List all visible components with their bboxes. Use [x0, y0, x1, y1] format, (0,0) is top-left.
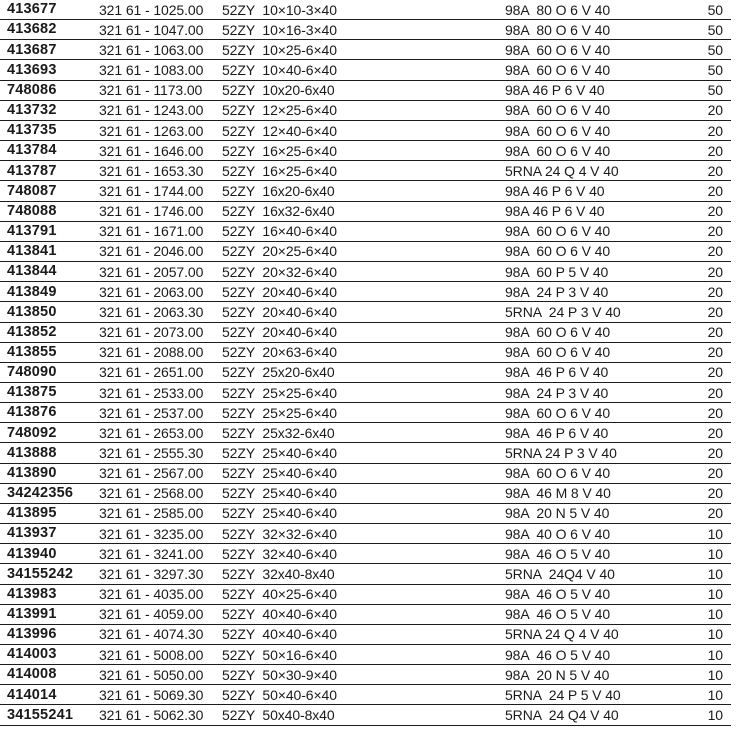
spec-cell: 98A 46 P 6 V 40: [505, 182, 605, 199]
type-size-cell: 52ZY 10×16-3×40: [222, 21, 337, 38]
part-number-cell: 414003: [7, 646, 57, 663]
table-row: [0, 685, 731, 705]
order-code-cell: 321 61 - 1083.00: [99, 62, 204, 79]
spec-cell: 98A 46 O 5 V 40: [505, 586, 611, 603]
order-code-cell: 321 61 - 2533.00: [99, 384, 204, 401]
table-row: [0, 504, 731, 524]
table-row: [0, 343, 731, 363]
spec-cell: 98A 40 O 6 V 40: [505, 525, 611, 542]
order-code-cell: 321 61 - 1173.00: [99, 82, 203, 99]
type-size-cell: 52ZY 16×25-6×40: [222, 142, 337, 159]
table-row: [0, 363, 731, 383]
pack-quantity-cell: 50: [707, 1, 723, 18]
order-code-cell: 321 61 - 1653.30: [99, 162, 204, 179]
spec-cell: 98A 60 O 6 V 40: [505, 223, 611, 240]
part-number-cell: 413991: [7, 606, 57, 623]
pack-quantity-cell: 20: [707, 505, 723, 522]
spec-cell: 98A 80 O 6 V 40: [505, 21, 611, 38]
table-row: [0, 0, 731, 20]
pack-quantity-cell: 10: [707, 545, 723, 562]
order-code-cell: 321 61 - 2073.00: [99, 324, 204, 341]
order-code-cell: 321 61 - 2046.00: [99, 243, 204, 260]
table-row: [0, 181, 731, 201]
pack-quantity-cell: 10: [707, 646, 723, 663]
part-number-cell: 413895: [7, 505, 57, 522]
type-size-cell: 52ZY 16x20-6x40: [222, 182, 335, 199]
part-number-cell: 748090: [7, 364, 57, 381]
pack-quantity-cell: 20: [707, 445, 723, 462]
part-number-cell: 413937: [7, 525, 57, 542]
table-row: [0, 20, 731, 40]
type-size-cell: 52ZY 16x32-6x40: [222, 203, 335, 220]
type-size-cell: 52ZY 10×10-3×40: [222, 1, 337, 18]
pack-quantity-cell: 20: [707, 182, 723, 199]
part-number-cell: 34155241: [7, 706, 74, 723]
table-row: [0, 423, 731, 443]
part-number-cell: 413787: [7, 162, 57, 179]
type-size-cell: 52ZY 16×25-6×40: [222, 162, 337, 179]
pack-quantity-cell: 20: [707, 102, 723, 119]
pack-quantity-cell: 20: [707, 324, 723, 341]
part-number-cell: 34155242: [7, 565, 74, 582]
table-row: [0, 625, 731, 645]
type-size-cell: 52ZY 40×25-6×40: [222, 586, 337, 603]
type-size-cell: 52ZY 32×32-6×40: [222, 525, 337, 542]
type-size-cell: 52ZY 32×40-6×40: [222, 545, 337, 562]
type-size-cell: 52ZY 32x40-8x40: [222, 565, 335, 582]
table-row: [0, 645, 731, 665]
spec-cell: 98A 20 N 5 V 40: [505, 505, 610, 522]
pack-quantity-cell: 20: [707, 203, 723, 220]
pack-quantity-cell: 20: [707, 263, 723, 280]
spec-cell: 5RNA 24 Q 4 V 40: [505, 162, 619, 179]
pack-quantity-cell: 10: [707, 525, 723, 542]
order-code-cell: 321 61 - 4059.00: [99, 606, 204, 623]
spec-cell: 98A 60 O 6 V 40: [505, 465, 611, 482]
spec-cell: 98A 46 P 6 V 40: [505, 82, 605, 99]
type-size-cell: 52ZY 12×40-6×40: [222, 122, 337, 139]
table-row: [0, 262, 731, 282]
pack-quantity-cell: 20: [707, 162, 723, 179]
type-size-cell: 52ZY 40×40-6×40: [222, 606, 337, 623]
type-size-cell: 52ZY 20×25-6×40: [222, 243, 337, 260]
spec-cell: 98A 60 P 5 V 40: [505, 263, 609, 280]
part-number-cell: 748088: [7, 202, 57, 219]
order-code-cell: 321 61 - 1243.00: [99, 102, 204, 119]
spec-cell: 98A 60 O 6 V 40: [505, 102, 611, 119]
pack-quantity-cell: 20: [707, 283, 723, 300]
table-row: [0, 524, 731, 544]
part-number-cell: 413852: [7, 323, 57, 340]
order-code-cell: 321 61 - 2567.00: [99, 465, 204, 482]
order-code-cell: 321 61 - 2651.00: [99, 364, 204, 381]
order-code-cell: 321 61 - 1646.00: [99, 142, 204, 159]
order-code-cell: 321 61 - 3297.30: [99, 565, 204, 582]
type-size-cell: 52ZY 50×30-9×40: [222, 666, 337, 683]
part-number-cell: 413735: [7, 122, 57, 139]
type-size-cell: 52ZY 20×32-6×40: [222, 263, 337, 280]
order-code-cell: 321 61 - 3241.00: [99, 545, 204, 562]
spec-cell: 98A 46 P 6 V 40: [505, 364, 609, 381]
spec-cell: 98A 46 O 5 V 40: [505, 606, 611, 623]
table-row: [0, 161, 731, 181]
part-number-cell: 413849: [7, 283, 57, 300]
pack-quantity-cell: 20: [707, 465, 723, 482]
spec-cell: 98A 80 O 6 V 40: [505, 1, 611, 18]
part-number-cell: 748086: [7, 81, 57, 98]
table-row: [0, 202, 731, 222]
pack-quantity-cell: 10: [707, 666, 723, 683]
order-code-cell: 321 61 - 1063.00: [99, 41, 204, 58]
spec-cell: 98A 46 M 8 V 40: [505, 485, 611, 502]
table-row: [0, 585, 731, 605]
type-size-cell: 52ZY 25x20-6x40: [222, 364, 335, 381]
pack-quantity-cell: 10: [707, 586, 723, 603]
table-row: [0, 484, 731, 504]
pack-quantity-cell: 20: [707, 424, 723, 441]
part-number-cell: 413687: [7, 41, 57, 58]
type-size-cell: 52ZY 25×40-6×40: [222, 505, 337, 522]
part-number-cell: 748087: [7, 182, 57, 199]
part-number-cell: 413996: [7, 626, 57, 643]
spec-cell: 98A 60 O 6 V 40: [505, 344, 611, 361]
type-size-cell: 52ZY 10×25-6×40: [222, 41, 337, 58]
spec-cell: 5RNA 24 P 5 V 40: [505, 686, 621, 703]
type-size-cell: 52ZY 25x32-6x40: [222, 424, 335, 441]
table-row: [0, 443, 731, 463]
table-row: [0, 141, 731, 161]
type-size-cell: 52ZY 25×25-6×40: [222, 384, 337, 401]
pack-quantity-cell: 20: [707, 384, 723, 401]
spec-cell: 5RNA 24Q4 V 40: [505, 565, 615, 582]
part-number-cell: 413888: [7, 444, 57, 461]
table-row: [0, 544, 731, 564]
pack-quantity-cell: 10: [707, 626, 723, 643]
type-size-cell: 52ZY 25×40-6×40: [222, 465, 337, 482]
type-size-cell: 52ZY 12×25-6×40: [222, 102, 337, 119]
part-number-cell: 413841: [7, 243, 57, 260]
pack-quantity-cell: 20: [707, 223, 723, 240]
table-row: [0, 282, 731, 302]
table-row: [0, 665, 731, 685]
spec-cell: 98A 60 O 6 V 40: [505, 243, 611, 260]
table-row: [0, 464, 731, 484]
spec-cell: 98A 60 O 6 V 40: [505, 122, 611, 139]
table-row: [0, 383, 731, 403]
table-row: [0, 40, 731, 60]
order-code-cell: 321 61 - 1263.00: [99, 122, 204, 139]
type-size-cell: 52ZY 20×40-6×40: [222, 303, 337, 320]
table-row: [0, 302, 731, 322]
type-size-cell: 52ZY 16×40-6×40: [222, 223, 337, 240]
spec-cell: 5RNA 24 P 3 V 40: [505, 445, 617, 462]
spec-cell: 5RNA 24 Q 4 V 40: [505, 626, 619, 643]
order-code-cell: 321 61 - 2568.00: [99, 485, 204, 502]
spec-cell: 98A 60 O 6 V 40: [505, 324, 611, 341]
part-number-cell: 413876: [7, 404, 57, 421]
order-code-cell: 321 61 - 4074.30: [99, 626, 204, 643]
table-row: [0, 222, 731, 242]
part-number-cell: 413732: [7, 102, 57, 119]
type-size-cell: 52ZY 25×25-6×40: [222, 404, 337, 421]
table-row: [0, 60, 731, 80]
type-size-cell: 52ZY 10x20-6x40: [222, 82, 335, 99]
type-size-cell: 52ZY 50×40-6×40: [222, 686, 337, 703]
pack-quantity-cell: 10: [707, 565, 723, 582]
type-size-cell: 52ZY 50x40-8x40: [222, 707, 335, 724]
part-number-cell: 413682: [7, 21, 57, 38]
spec-cell: 98A 60 O 6 V 40: [505, 404, 611, 421]
order-code-cell: 321 61 - 2063.30: [99, 303, 204, 320]
type-size-cell: 52ZY 10×40-6×40: [222, 62, 337, 79]
pack-quantity-cell: 20: [707, 142, 723, 159]
pack-quantity-cell: 20: [707, 122, 723, 139]
order-code-cell: 321 61 - 1025.00: [99, 1, 204, 18]
spec-cell: 98A 60 O 6 V 40: [505, 142, 611, 159]
table-row: [0, 705, 731, 725]
order-code-cell: 321 61 - 5069.30: [99, 686, 204, 703]
pack-quantity-cell: 20: [707, 344, 723, 361]
order-code-cell: 321 61 - 1047.00: [99, 21, 204, 38]
part-number-cell: 413677: [7, 1, 57, 18]
part-number-cell: 413850: [7, 303, 57, 320]
table-row: [0, 323, 731, 343]
part-number-cell: 34242356: [7, 485, 74, 502]
order-code-cell: 321 61 - 2057.00: [99, 263, 204, 280]
spec-cell: 98A 60 O 6 V 40: [505, 62, 611, 79]
type-size-cell: 52ZY 40×40-6×40: [222, 626, 337, 643]
pack-quantity-cell: 10: [707, 606, 723, 623]
table-row: [0, 403, 731, 423]
spec-cell: 5RNA 24 Q4 V 40: [505, 707, 619, 724]
part-number-cell: 413855: [7, 343, 57, 360]
table-row: [0, 242, 731, 262]
spec-cell: 98A 24 P 3 V 40: [505, 283, 609, 300]
order-code-cell: 321 61 - 4035.00: [99, 586, 204, 603]
table-row: [0, 81, 731, 101]
pack-quantity-cell: 50: [707, 41, 723, 58]
part-number-cell: 413791: [7, 223, 57, 240]
type-size-cell: 52ZY 20×40-6×40: [222, 283, 337, 300]
table-row: [0, 564, 731, 584]
order-code-cell: 321 61 - 5062.30: [99, 707, 204, 724]
order-code-cell: 321 61 - 2088.00: [99, 344, 204, 361]
pack-quantity-cell: 10: [707, 686, 723, 703]
spec-cell: 98A 60 O 6 V 40: [505, 41, 611, 58]
type-size-cell: 52ZY 50×16-6×40: [222, 646, 337, 663]
spec-cell: 98A 20 N 5 V 40: [505, 666, 610, 683]
part-number-cell: 413940: [7, 545, 57, 562]
spec-cell: 98A 46 O 5 V 40: [505, 545, 611, 562]
spec-cell: 5RNA 24 P 3 V 40: [505, 303, 621, 320]
order-code-cell: 321 61 - 2063.00: [99, 283, 204, 300]
order-code-cell: 321 61 - 3235.00: [99, 525, 204, 542]
table-row: [0, 121, 731, 141]
part-number-cell: 748092: [7, 424, 57, 441]
part-number-cell: 414014: [7, 686, 57, 703]
spec-cell: 98A 46 P 6 V 40: [505, 203, 605, 220]
spec-cell: 98A 24 P 3 V 40: [505, 384, 609, 401]
order-code-cell: 321 61 - 5050.00: [99, 666, 204, 683]
pack-quantity-cell: 50: [707, 21, 723, 38]
part-number-cell: 413890: [7, 464, 57, 481]
pack-quantity-cell: 10: [707, 707, 723, 724]
table-row: [0, 605, 731, 625]
spec-cell: 98A 46 P 6 V 40: [505, 424, 609, 441]
order-code-cell: 321 61 - 1746.00: [99, 203, 204, 220]
spec-cell: 98A 46 O 5 V 40: [505, 646, 611, 663]
order-code-cell: 321 61 - 2653.00: [99, 424, 204, 441]
order-code-cell: 321 61 - 5008.00: [99, 646, 204, 663]
part-number-cell: 413784: [7, 142, 57, 159]
order-code-cell: 321 61 - 1744.00: [99, 182, 204, 199]
pack-quantity-cell: 20: [707, 303, 723, 320]
part-number-cell: 413875: [7, 384, 57, 401]
order-code-cell: 321 61 - 2555.30: [99, 445, 204, 462]
part-number-cell: 414008: [7, 666, 57, 683]
type-size-cell: 52ZY 20×63-6×40: [222, 344, 337, 361]
part-number-cell: 413693: [7, 61, 57, 78]
pack-quantity-cell: 20: [707, 404, 723, 421]
pack-quantity-cell: 50: [707, 82, 723, 99]
type-size-cell: 52ZY 20×40-6×40: [222, 324, 337, 341]
pack-quantity-cell: 20: [707, 243, 723, 260]
part-number-cell: 413844: [7, 263, 57, 280]
type-size-cell: 52ZY 25×40-6×40: [222, 485, 337, 502]
type-size-cell: 52ZY 25×40-6×40: [222, 445, 337, 462]
order-code-cell: 321 61 - 1671.00: [99, 223, 204, 240]
order-code-cell: 321 61 - 2537.00: [99, 404, 204, 421]
pack-quantity-cell: 20: [707, 485, 723, 502]
pack-quantity-cell: 50: [707, 62, 723, 79]
part-number-cell: 413983: [7, 585, 57, 602]
pack-quantity-cell: 20: [707, 364, 723, 381]
order-code-cell: 321 61 - 2585.00: [99, 505, 204, 522]
table-row: [0, 101, 731, 121]
